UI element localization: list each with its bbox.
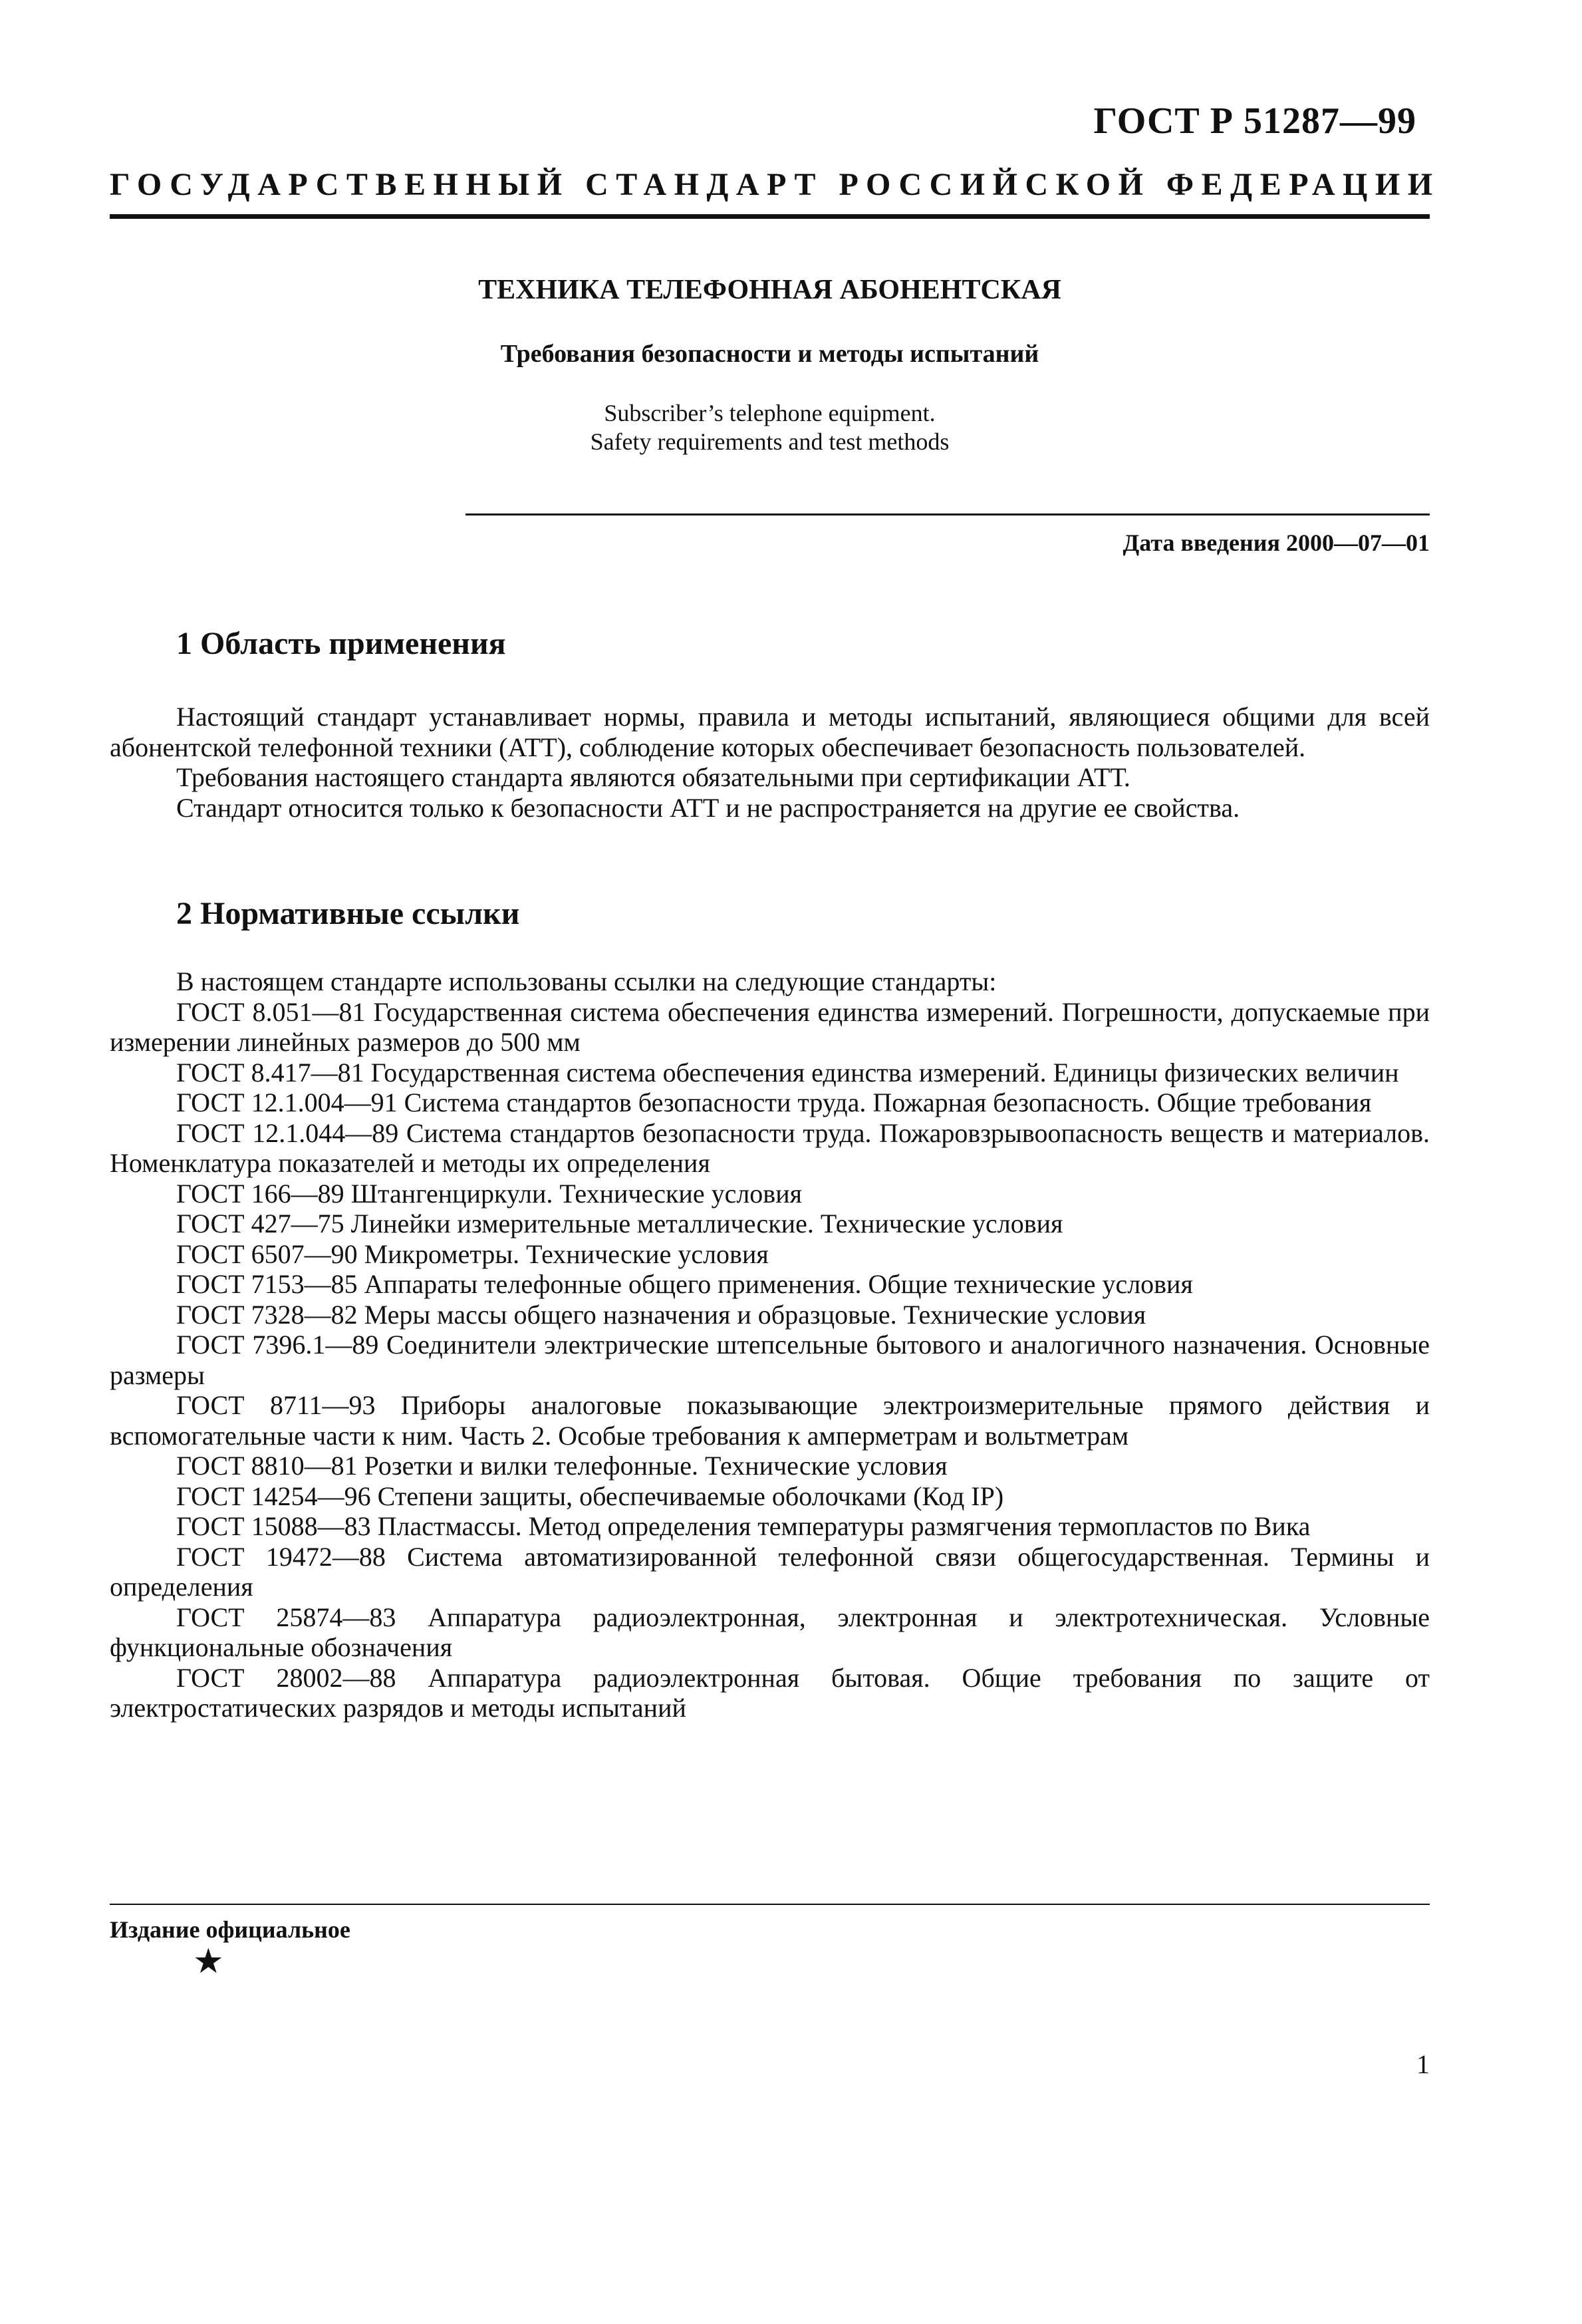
english-title: [110, 399, 1430, 456]
state-standard-heading: ГОСУДАРСТВЕННЫЙ СТАНДАРТ РОССИЙСКОЙ ФЕДЕРАЦИИ: [110, 167, 1440, 202]
paragraph: В настоящем стандарте использованы ссылки на следующие стандарты:: [176, 966, 997, 996]
section-2-heading: 2 Нормативные ссылки: [176, 896, 520, 931]
title-rule: [465, 513, 1430, 515]
footer-rule: [110, 1904, 1430, 1905]
section-2-body: [110, 966, 1430, 1723]
section-1-body: [110, 702, 1430, 823]
reference-item: ГОСТ 8.051—81 Государственная система обеспечения единства измерений. Погрешности, допускаемые при измерении линейных размеров до 500 мм: [110, 996, 1430, 1057]
reference-item: ГОСТ 7328—82 Меры массы общего назначения и образцовые. Технические условия: [176, 1299, 1146, 1330]
paragraph: Настоящий стандарт устанавливает нормы, правила и методы испытаний, являющиеся общими для всей абонентской телефонной техники (АТТ), соблюдение которых обеспечивает безопасность пользователей.: [110, 702, 1430, 762]
header-rule: [110, 214, 1430, 219]
reference-item: ГОСТ 19472—88 Система автоматизированной телефонной связи общегосударственная. Термины и определения: [110, 1541, 1430, 1602]
english-title-line-1: Subscriber’s telephone equipment.: [604, 400, 936, 426]
star-icon: ★: [193, 1943, 224, 1981]
paragraph: Требования настоящего стандарта являются обязательными при сертификации АТТ.: [176, 762, 1130, 792]
introduction-date: Дата введения 2000—07—01: [1122, 529, 1430, 556]
paragraph: Стандарт относится только к безопасности АТТ и не распространяется на другие ее свойства.: [176, 792, 1240, 823]
reference-item: ГОСТ 12.1.044—89 Система стандартов безопасности труда. Пожаровзрывоопасность веществ и материалов. Номенклатура показателей и методы их определения: [110, 1117, 1430, 1178]
page-number: 1: [1416, 2049, 1430, 2079]
reference-item: ГОСТ 15088—83 Пластмассы. Метод определения температуры размягчения термопластов по Вика: [176, 1511, 1311, 1541]
reference-item: ГОСТ 6507—90 Микрометры. Технические условия: [176, 1238, 769, 1269]
reference-item: ГОСТ 427—75 Линейки измерительные металлические. Технические условия: [176, 1209, 1063, 1238]
reference-item: ГОСТ 8810—81 Розетки и вилки телефонные. Технические условия: [176, 1451, 948, 1481]
reference-item: ГОСТ 7153—85 Аппараты телефонные общего применения. Общие технические условия: [176, 1269, 1193, 1299]
reference-item: ГОСТ 8.417—81 Государственная система обеспечения единства измерений. Единицы физических величин: [176, 1057, 1399, 1088]
reference-item: ГОСТ 12.1.004—91 Система стандартов безопасности труда. Пожарная безопасность. Общие требования: [176, 1088, 1372, 1117]
document-title: ТЕХНИКА ТЕЛЕФОННАЯ АБОНЕНТСКАЯ: [478, 275, 1061, 305]
reference-item: ГОСТ 8711—93 Приборы аналоговые показывающие электроизмерительные прямого действия и вспомогательные части к ним. Часть 2. Особые требования к амперметрам и вольтметрам: [110, 1390, 1430, 1451]
english-title-line-2: Safety requirements and test methods: [590, 428, 950, 455]
official-edition-label: Издание официальное: [110, 1916, 350, 1943]
reference-item: ГОСТ 25874—83 Аппаратура радиоэлектронная, электронная и электротехническая. Условные функциональные обозначения: [110, 1602, 1430, 1662]
reference-item: ГОСТ 14254—96 Степени защиты, обеспечиваемые оболочками (Код IP): [176, 1481, 1004, 1511]
document-subtitle: Требования безопасности и методы испытаний: [500, 340, 1039, 368]
document-number: ГОСТ Р 51287—99: [1093, 100, 1416, 142]
section-1-heading: 1 Область применения: [176, 626, 506, 661]
reference-item: ГОСТ 166—89 Штангенциркули. Технические условия: [176, 1178, 802, 1209]
reference-item: ГОСТ 7396.1—89 Соединители электрические штепсельные бытового и аналогичного назначения. Основные размеры: [110, 1330, 1430, 1390]
reference-item: ГОСТ 28002—88 Аппаратура радиоэлектронная бытовая. Общие требования по защите от электростатических разрядов и методы испытаний: [110, 1662, 1430, 1723]
